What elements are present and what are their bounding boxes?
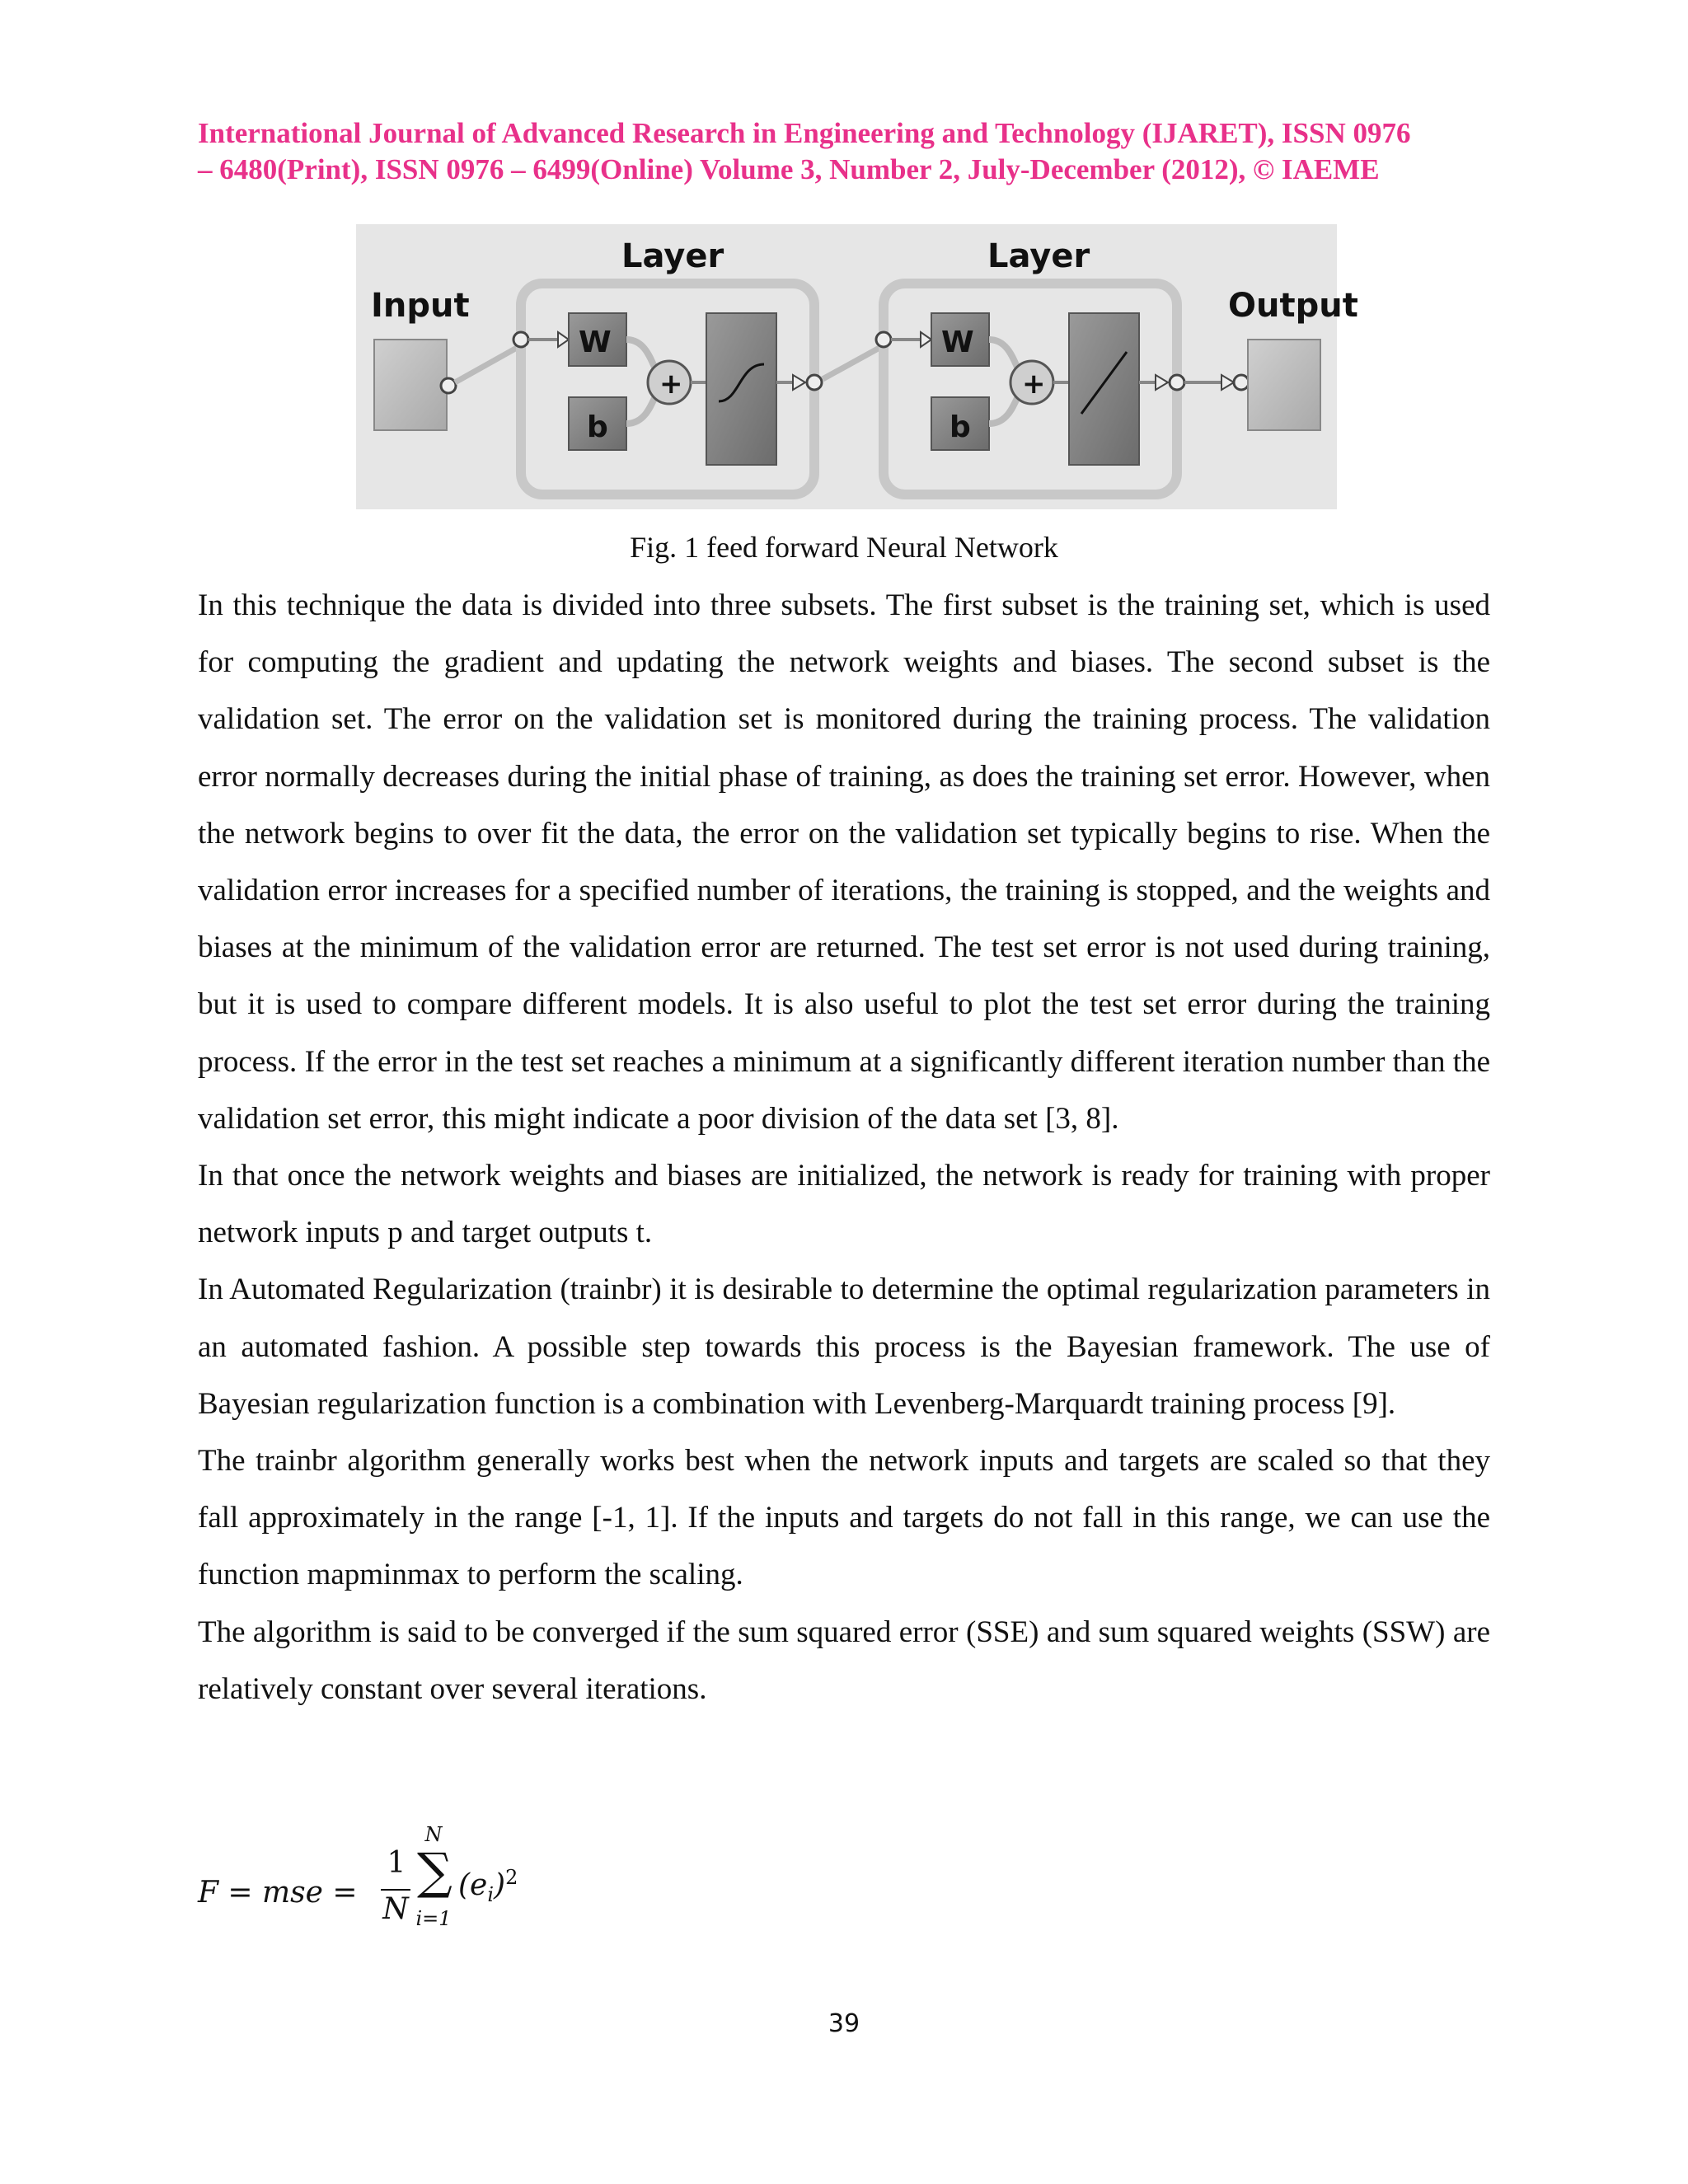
weight-label-2: W <box>941 326 974 359</box>
paragraph-1: In this technique the data is divided into three subsets. The first subset is the training set, which is used for computing the gradient and updating the network weights and biases. The second subset is the validation set. The error on the validation set is monitored during the training process. The validation error normally decreases during the initial phase of training, as does the training set error. However, when the network begins to over fit the data, the error on the validation set typically begins to rise. When the validation error increases for a specified number of iterations, the training is stopped, and the weights and biases at the minimum of the validation error are returned. The test set error is not used during training, but it is used to compare different models. It is also useful to plot the test set error during the training process. If the error in the test set reaches a minimum at a significantly different iteration number than the validation set error, this might indicate a poor division of the data set [3, 8]. <box>198 588 1490 1136</box>
paragraph-4: The trainbr algorithm generally works best when the network inputs and targets are scaled so that they fall approximately in the range [-1, 1]. If the inputs and targets do not fall in this range, we can use the function mapminmax to perform the scaling. <box>198 1444 1490 1592</box>
sum-upper-limit: N <box>424 1823 443 1846</box>
layer-2-input-port <box>876 332 891 347</box>
bias-label-2: b <box>950 410 971 444</box>
sum-label-1: + <box>659 368 683 401</box>
term-open: (e <box>458 1868 488 1902</box>
layer-1-output-port <box>807 375 822 390</box>
weight-label-1: W <box>579 326 612 359</box>
fraction-bar <box>381 1889 410 1891</box>
term-close: ) <box>494 1868 506 1902</box>
page-number: 39 <box>828 2009 860 2038</box>
header-line-1: International Journal of Advanced Research in Engineering and Technology (IJARET), ISSN 0976 <box>198 117 1411 149</box>
header-line-2: – 6480(Print), ISSN 0976 – 6499(Online) Volume 3, Number 2, July-December (2012), © IAEME <box>198 153 1380 185</box>
output-box <box>1248 340 1320 430</box>
journal-header <box>198 115 1500 188</box>
input-label: Input <box>371 287 470 325</box>
fraction-numerator: 1 <box>387 1846 406 1880</box>
term-superscript: 2 <box>505 1866 518 1889</box>
transfer-linear-box <box>1069 313 1139 465</box>
mse-equation <box>198 1823 857 1953</box>
output-label: Output <box>1228 287 1358 325</box>
network-diagram <box>356 224 1358 509</box>
paragraph-3: In Automated Regularization (trainbr) it is desirable to determine the optimal regularization parameters in an automated fashion. A possible step towards this process is the Bayesian framework. The use of Bayesian regularization function is a combination with Levenberg-Marquardt training process [9]. <box>198 1272 1490 1421</box>
equation-lhs: F = mse = <box>198 1876 358 1910</box>
bias-label-1: b <box>587 410 608 444</box>
layer-1-label: Layer <box>621 237 724 275</box>
neural-network-figure <box>356 224 1358 509</box>
paragraph-5: The algorithm is said to be converged if the sum squared error (SSE) and sum squared weights (SSW) are relatively constant over several iterations. <box>198 1615 1490 1706</box>
body-text <box>198 577 1490 1718</box>
fraction-denominator: N <box>382 1892 409 1926</box>
transfer-sigmoid-box <box>706 313 776 465</box>
layer-1-input-port <box>513 332 528 347</box>
input-port <box>441 378 456 393</box>
output-port <box>1234 375 1249 390</box>
input-box <box>374 340 447 430</box>
sum-lower-limit: i=1 <box>415 1907 452 1930</box>
equation-term <box>458 1866 518 1906</box>
figure-caption: Fig. 1 feed forward Neural Network <box>630 531 1058 564</box>
layer-2-label: Layer <box>987 237 1090 275</box>
paragraph-2: In that once the network weights and biases are initialized, the network is ready for training with proper network inputs p and target outputs t. <box>198 1159 1490 1250</box>
sum-symbol: ∑ <box>417 1843 452 1900</box>
term-subscript: i <box>487 1883 495 1907</box>
sum-label-2: + <box>1022 368 1046 401</box>
layer-2-output-port <box>1170 375 1184 390</box>
